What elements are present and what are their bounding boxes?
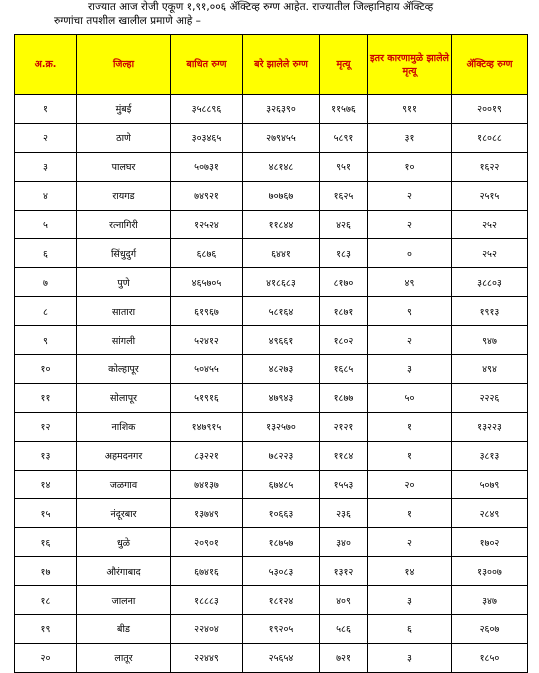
- cell-deaths: १३१२: [320, 557, 368, 586]
- cell-district: जालना: [77, 586, 171, 615]
- cell-serial: ६: [15, 239, 77, 268]
- cell-serial: १८: [15, 586, 77, 615]
- table-row: [15, 412, 528, 441]
- cell-district: सातारा: [77, 297, 171, 326]
- cell-active: ५०७९: [452, 470, 528, 499]
- cell-affected: ३०३४६५: [171, 123, 243, 152]
- cell-affected: २२४४९: [171, 643, 243, 672]
- cell-other-deaths: १: [368, 441, 452, 470]
- cell-affected: २०९०१: [171, 528, 243, 557]
- cell-active: १८०८८: [452, 123, 528, 152]
- cell-recovered: १०६६३: [243, 499, 320, 528]
- cell-active: २००१९: [452, 95, 528, 124]
- header-affected: बाधित रुग्ण: [171, 35, 243, 95]
- table-body: [15, 95, 528, 673]
- cell-recovered: १८१२४: [243, 586, 320, 615]
- cell-recovered: ४१८६८३: [243, 268, 320, 297]
- cell-deaths: १५५३: [320, 470, 368, 499]
- cell-other-deaths: १: [368, 412, 452, 441]
- cell-active: २६०७: [452, 615, 528, 644]
- cell-active: ३४७: [452, 586, 528, 615]
- cell-recovered: ५३०८३: [243, 557, 320, 586]
- cell-recovered: १९२०५: [243, 615, 320, 644]
- cell-other-deaths: २: [368, 181, 452, 210]
- cell-other-deaths: २: [368, 528, 452, 557]
- cell-active: ४९४: [452, 355, 528, 384]
- cell-deaths: ११८४: [320, 441, 368, 470]
- cell-district: रत्नागिरी: [77, 210, 171, 239]
- cell-district: पालघर: [77, 152, 171, 181]
- header-recovered: बरे झालेले रुग्ण: [243, 35, 320, 95]
- cell-district: बीड: [77, 615, 171, 644]
- cell-recovered: ६७४८५: [243, 470, 320, 499]
- cell-district: सोलापूर: [77, 383, 171, 412]
- cell-active: १७०२: [452, 528, 528, 557]
- intro-line-1: राज्यात आज रोजी एकूण १,९१,००६ ॲक्टिव्ह रुग्ण आहेत. राज्यातील जिल्हानिहाय ॲक्टिव्ह: [88, 1, 434, 13]
- cell-serial: १०: [15, 355, 77, 384]
- cell-affected: ६८७६: [171, 239, 243, 268]
- cell-serial: १९: [15, 615, 77, 644]
- cell-affected: ७४१३७: [171, 470, 243, 499]
- cell-district: औरंगाबाद: [77, 557, 171, 586]
- table-row: [15, 210, 528, 239]
- cell-serial: १४: [15, 470, 77, 499]
- cell-other-deaths: ३: [368, 355, 452, 384]
- cell-district: सांगली: [77, 326, 171, 355]
- header-deaths: मृत्यू: [320, 35, 368, 95]
- table-row: [15, 123, 528, 152]
- cell-serial: २०: [15, 643, 77, 672]
- table-row: [15, 326, 528, 355]
- cell-other-deaths: ४९: [368, 268, 452, 297]
- cell-affected: ५१९१६: [171, 383, 243, 412]
- table-row: [15, 297, 528, 326]
- cell-affected: ५०४५५: [171, 355, 243, 384]
- table-row: [15, 557, 528, 586]
- cell-recovered: ३२६३९०: [243, 95, 320, 124]
- cell-affected: ६१९६७: [171, 297, 243, 326]
- cell-affected: ६७४१६: [171, 557, 243, 586]
- cell-serial: ३: [15, 152, 77, 181]
- cell-district: सिंधुदुर्ग: [77, 239, 171, 268]
- cell-deaths: ११५७६: [320, 95, 368, 124]
- cell-recovered: २७९४५५: [243, 123, 320, 152]
- cell-other-deaths: ३१: [368, 123, 452, 152]
- table-row: [15, 470, 528, 499]
- cell-serial: ४: [15, 181, 77, 210]
- cell-active: २५२: [452, 239, 528, 268]
- cell-recovered: १३२५७०: [243, 412, 320, 441]
- cell-other-deaths: ३: [368, 643, 452, 672]
- table-row: [15, 268, 528, 297]
- cell-active: २५१५: [452, 181, 528, 210]
- cell-district: रायगड: [77, 181, 171, 210]
- cell-district: धुळे: [77, 528, 171, 557]
- cell-serial: १७: [15, 557, 77, 586]
- table-row: [15, 152, 528, 181]
- cell-deaths: १६२५: [320, 181, 368, 210]
- cell-deaths: ४०९: [320, 586, 368, 615]
- cell-recovered: ४७९४३: [243, 383, 320, 412]
- cell-deaths: १८७७: [320, 383, 368, 412]
- cell-deaths: १८०२: [320, 326, 368, 355]
- cell-district: कोल्हापूर: [77, 355, 171, 384]
- table-header-row: [15, 35, 528, 95]
- table-row: [15, 239, 528, 268]
- cell-affected: ८३२२१: [171, 441, 243, 470]
- cell-active: ९४७: [452, 326, 528, 355]
- cell-affected: २२४०४: [171, 615, 243, 644]
- cell-deaths: ५८६: [320, 615, 368, 644]
- cell-serial: ११: [15, 383, 77, 412]
- cell-other-deaths: २०: [368, 470, 452, 499]
- cell-serial: ७: [15, 268, 77, 297]
- cell-affected: ५०७३१: [171, 152, 243, 181]
- cell-district: नाशिक: [77, 412, 171, 441]
- cell-other-deaths: १: [368, 499, 452, 528]
- table-row: [15, 95, 528, 124]
- cell-active: १६२२: [452, 152, 528, 181]
- cell-recovered: १८७५७: [243, 528, 320, 557]
- cell-affected: १४७९१५: [171, 412, 243, 441]
- table-row: [15, 528, 528, 557]
- cell-serial: १२: [15, 412, 77, 441]
- table-row: [15, 441, 528, 470]
- table-row: [15, 615, 528, 644]
- cell-recovered: ५८१६४: [243, 297, 320, 326]
- header-district: जिल्हा: [77, 35, 171, 95]
- header-other-deaths: इतर कारणामुळे झालेले मृत्यू: [368, 35, 452, 95]
- cell-other-deaths: २: [368, 326, 452, 355]
- cell-deaths: २१२१: [320, 412, 368, 441]
- cell-district: नंदूरबार: [77, 499, 171, 528]
- cell-district: अहमदनगर: [77, 441, 171, 470]
- cell-active: २२२६: [452, 383, 528, 412]
- cell-other-deaths: ६: [368, 615, 452, 644]
- cell-active: ३८८०३: [452, 268, 528, 297]
- cell-serial: २: [15, 123, 77, 152]
- header-serial: अ.क्र.: [15, 35, 77, 95]
- cell-affected: ७४९२१: [171, 181, 243, 210]
- cell-deaths: ५८९१: [320, 123, 368, 152]
- cell-serial: १६: [15, 528, 77, 557]
- intro-line-2: रुग्णांचा तपशील खालील प्रमाणे आहे –: [54, 15, 201, 27]
- cell-active: २८४९: [452, 499, 528, 528]
- cell-district: ठाणे: [77, 123, 171, 152]
- cell-deaths: १८७१: [320, 297, 368, 326]
- table-row: [15, 499, 528, 528]
- cell-deaths: १६८५: [320, 355, 368, 384]
- cell-deaths: ८१७०: [320, 268, 368, 297]
- table-row: [15, 355, 528, 384]
- cell-district: लातूर: [77, 643, 171, 672]
- cell-other-deaths: ९: [368, 297, 452, 326]
- cell-affected: १८८८३: [171, 586, 243, 615]
- cell-district: जळगाव: [77, 470, 171, 499]
- cell-recovered: ६४४१: [243, 239, 320, 268]
- table-row: [15, 181, 528, 210]
- cell-recovered: ४९६६१: [243, 326, 320, 355]
- cell-serial: १: [15, 95, 77, 124]
- cell-other-deaths: ०: [368, 239, 452, 268]
- cell-recovered: ७०७६७: [243, 181, 320, 210]
- cell-serial: १३: [15, 441, 77, 470]
- cell-deaths: ९५१: [320, 152, 368, 181]
- cell-active: १८५०: [452, 643, 528, 672]
- cell-recovered: ४८२७३: [243, 355, 320, 384]
- cell-affected: १३७४९: [171, 499, 243, 528]
- cell-other-deaths: ९११: [368, 95, 452, 124]
- cell-serial: ८: [15, 297, 77, 326]
- intro-text: [14, 0, 529, 36]
- cell-active: ३८१३: [452, 441, 528, 470]
- cell-affected: ३५८८९६: [171, 95, 243, 124]
- cell-serial: ९: [15, 326, 77, 355]
- cell-affected: ४६५७०५: [171, 268, 243, 297]
- header-active: ॲक्टिव्ह रुग्ण: [452, 35, 528, 95]
- cell-deaths: ३४०: [320, 528, 368, 557]
- table-row: [15, 586, 528, 615]
- cell-other-deaths: २: [368, 210, 452, 239]
- cell-recovered: ७८२२३: [243, 441, 320, 470]
- cell-other-deaths: १४: [368, 557, 452, 586]
- cell-active: १९१३: [452, 297, 528, 326]
- table-row: [15, 643, 528, 672]
- cell-recovered: ४८१४८: [243, 152, 320, 181]
- cell-other-deaths: ५०: [368, 383, 452, 412]
- table-row: [15, 383, 528, 412]
- cell-deaths: २३६: [320, 499, 368, 528]
- cell-deaths: ४२६: [320, 210, 368, 239]
- cell-serial: ५: [15, 210, 77, 239]
- cell-other-deaths: १०: [368, 152, 452, 181]
- cell-district: मुंबई: [77, 95, 171, 124]
- cell-serial: १५: [15, 499, 77, 528]
- cell-affected: ५२४१२: [171, 326, 243, 355]
- cell-active: १३२२३: [452, 412, 528, 441]
- cell-deaths: १८३: [320, 239, 368, 268]
- cell-recovered: ११८४४: [243, 210, 320, 239]
- cell-deaths: ७२१: [320, 643, 368, 672]
- district-active-cases-table: [14, 34, 528, 673]
- cell-recovered: २५६५४: [243, 643, 320, 672]
- cell-affected: १२५२४: [171, 210, 243, 239]
- cell-district: पुणे: [77, 268, 171, 297]
- cell-other-deaths: ३: [368, 586, 452, 615]
- cell-active: १३००७: [452, 557, 528, 586]
- cell-active: २५२: [452, 210, 528, 239]
